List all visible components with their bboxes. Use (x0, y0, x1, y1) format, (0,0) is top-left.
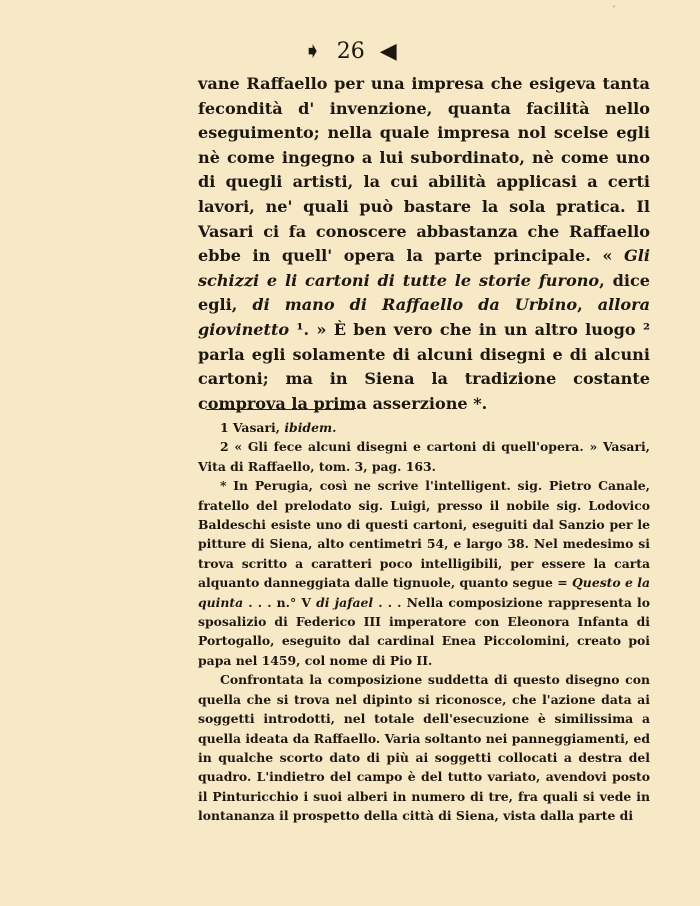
footnote-1-text: 1 Vasari, (220, 420, 280, 435)
footnote-1-ibidem: ibidem. (284, 420, 337, 435)
main-text (198, 72, 650, 416)
footnote-3-text-a: * In Perugia, così ne scrive l'intelligent. sig. Pietro Canale, fratello del prelodato sig. Luigi, presso il nobile sig. Lodovico Baldeschi esiste uno di questi cartoni, eseguiti dal Sanzio per le pitture di Siena, alto centimetri 54, e largo 38. Nel medesimo si trova scritto a caratteri poco intelligibili, per essere la carta alquanto danneggiata dalle tignuole, quanto segue = (198, 478, 650, 591)
footnote-3-quote-1: Questo e la quinta (198, 575, 650, 610)
footnote-3-text-b: . . . n.° V (248, 594, 311, 610)
page-header (0, 40, 700, 64)
footnote-3-quote-2: di jafael (316, 594, 374, 610)
footnotes (198, 418, 650, 826)
body-paragraph (198, 72, 650, 416)
body-text-c: , (577, 295, 583, 315)
vasari-quote-2: di mano di Raffaello da Urbino (252, 295, 578, 315)
body-text-d: È ben vero che in un altro luogo ² parla egli solamente di alcuni disegni e di alcuni cartoni; ma in Siena la tradizione costante comprova la prima asserzione *. (198, 319, 650, 413)
corner-mark: ´ (611, 6, 616, 17)
body-text-b: , dice egli, (198, 270, 650, 315)
footnote-2: 2 « Gli fece alcuni disegni e cartoni di quell'opera. » Vasari, Vita di Raffaello, tom. 3, pag. 163. (198, 439, 650, 474)
footnote-ref-1: ¹. » (296, 319, 327, 339)
page-number: 26 (336, 39, 365, 64)
right-ornament-icon: ◀ (379, 39, 397, 64)
footnote-3-continuation: Confrontata la composizione suddetta di questo disegno con quella che si trova nel dipinto si riconosce, che l'azione data ai soggetti introdotti, nel totale dell'esecuzione è similissima a quella ideata da Raffaello. Varia soltanto nei panneggiamenti, ed in qualche scorto dato di più ai soggetti collocati a destra del quadro. L'indietro del campo è del tutto variato, avendovi posto il Pinturicchio i suoi alberi in numero di tre, fra quali si vede in lontananza il prospetto della città di Siena, vista dalla parte di (198, 672, 650, 824)
footnote-3 (198, 476, 650, 670)
left-ornament-icon: ➧ (303, 39, 322, 64)
footnote-3-text-c: . . . Nella composizione rappresenta lo sposalizio di Federico III imperatore con Eleonora Infanta di Portogallo, eseguito dal cardinal Enea Piccolomini, creato poi papa nel 1459, col nome di Pio II. (198, 594, 650, 668)
vasari-quote: Gli schizzi e li cartoni di tutte le storie furono (198, 246, 650, 290)
vasari-quote-3: allora giovinetto (198, 295, 651, 339)
footnote-1 (198, 418, 650, 437)
footnote-rule (206, 409, 354, 410)
body-text-a: vane Raffaello per una impresa che esigeva tanta fecondità d' invenzione, quanta facilità nello eseguimento; nella quale impresa nol scelse egli nè come ingegno a lui subordinato, nè come uno di quegli artisti, la cui abilità applicasi a certi lavori, ne' quali può bastare la sola pratica. Il Vasari ci fa conoscere abbastanza che Raffaello ebbe in quell' opera la parte principale. « (198, 74, 650, 266)
